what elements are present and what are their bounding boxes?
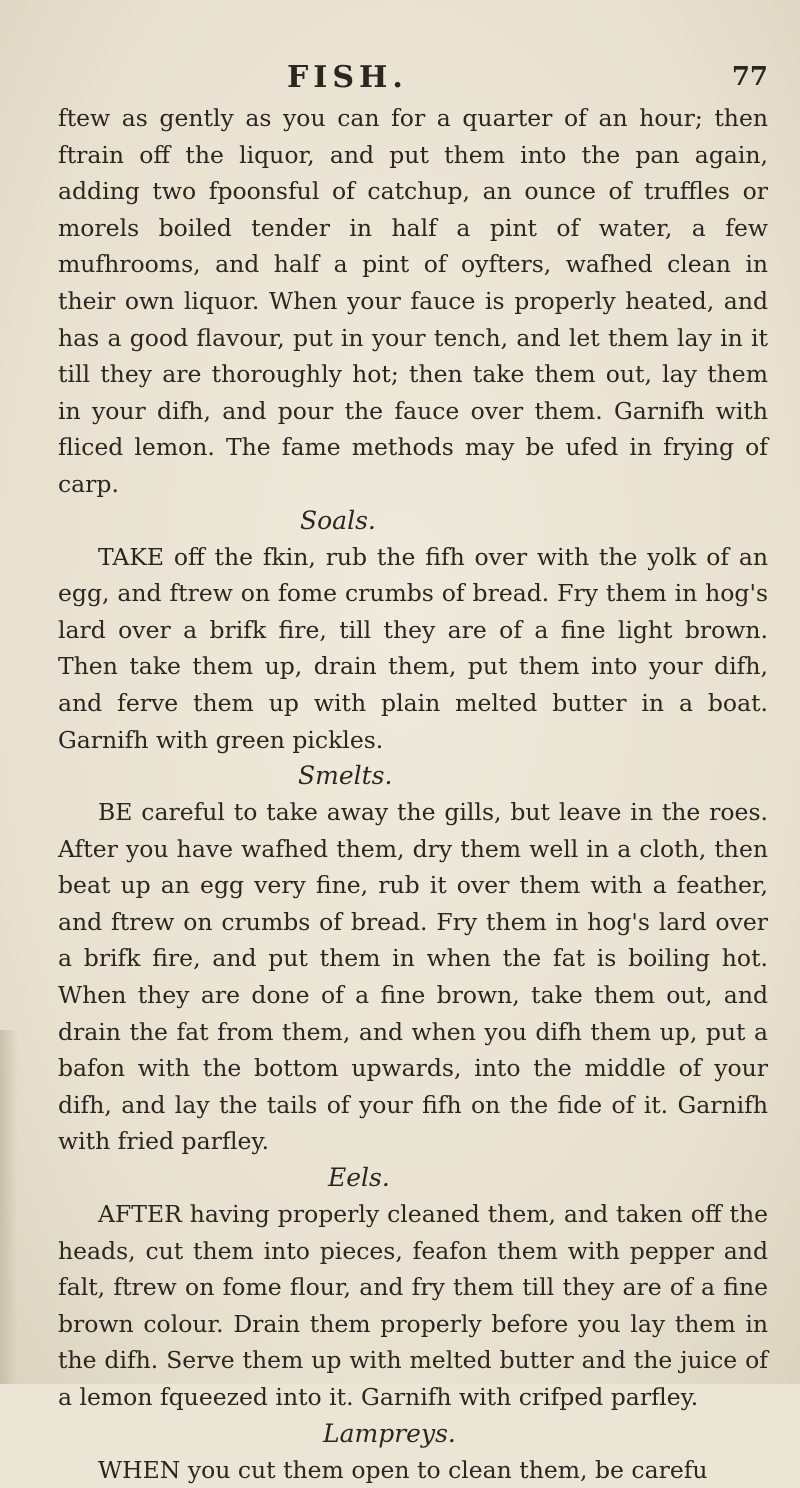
page-number: 77 — [731, 62, 768, 92]
paragraph-lampreys: WHEN you cut them open to clean them, be carefu — [98, 1455, 708, 1484]
section-heading-eels: Eels. — [328, 1163, 390, 1193]
section-heading-soals: Soals. — [300, 505, 376, 535]
paragraph-smelts: BE careful to take away the gills, but leave in the roes. After you have wafhed them, dry them well in a cloth, then beat up an egg very fine, rub it over them with a feather, and ftrew on crumbs of bread. Fry them in hog's lard over a brifk fire, and put them in when the fat is boiling hot. When they are done of a fine brown, take them out, and drain the fat from them, and when you difh them up, put a bafon with the bottom upwards, into the middle of your difh, and lay the tails of your fifh on the fide of it. Garnifh with fried parfley. — [58, 798, 768, 1156]
paragraph-tench-continued: ftew as gently as you can for a quarter of an hour; then ftrain off the liquor, and put them into the pan again, adding two fpoonsful of catchup, an ounce of truffles or morels boiled tender in half a pint of water, a few mufhrooms, and half a pint of oyfters, wafhed clean in their own liquor. When your fauce is properly heated, and has a good flavour, put in your tench, and let them lay in it till they are thoroughly hot; then take them out, lay them in your difh, and pour the fauce over them. Garnifh with fliced lemon. The fame methods may be ufed in frying of carp. — [58, 104, 768, 498]
section-heading-lampreys: Lampreys. — [323, 1418, 456, 1448]
running-head: FISH. — [287, 60, 408, 95]
page-header — [58, 60, 768, 100]
paragraph-eels: AFTER having properly cleaned them, and taken off the heads, cut them into pieces, feafon them with pepper and falt, ftrew on fome flour, and fry them till they are of a fine brown colour. Drain them properly before you lay them in the difh. Serve them up with melted butter and the juice of a lemon fqueezed into it. Garnifh with crifped parfley. — [58, 1200, 768, 1411]
page-edge-shadow — [0, 1030, 18, 1384]
page-text — [58, 60, 768, 1488]
section-heading-smelts: Smelts. — [298, 761, 393, 791]
paragraph-soals: TAKE off the fkin, rub the fifh over with the yolk of an egg, and ftrew on fome crumbs of bread. Fry them in hog's lard over a brifk fire, till they are of a fine light brown. Then take them up, drain them, put them into your difh, and ferve them up with plain melted butter in a boat. Garnifh with green pickles. — [58, 542, 768, 754]
